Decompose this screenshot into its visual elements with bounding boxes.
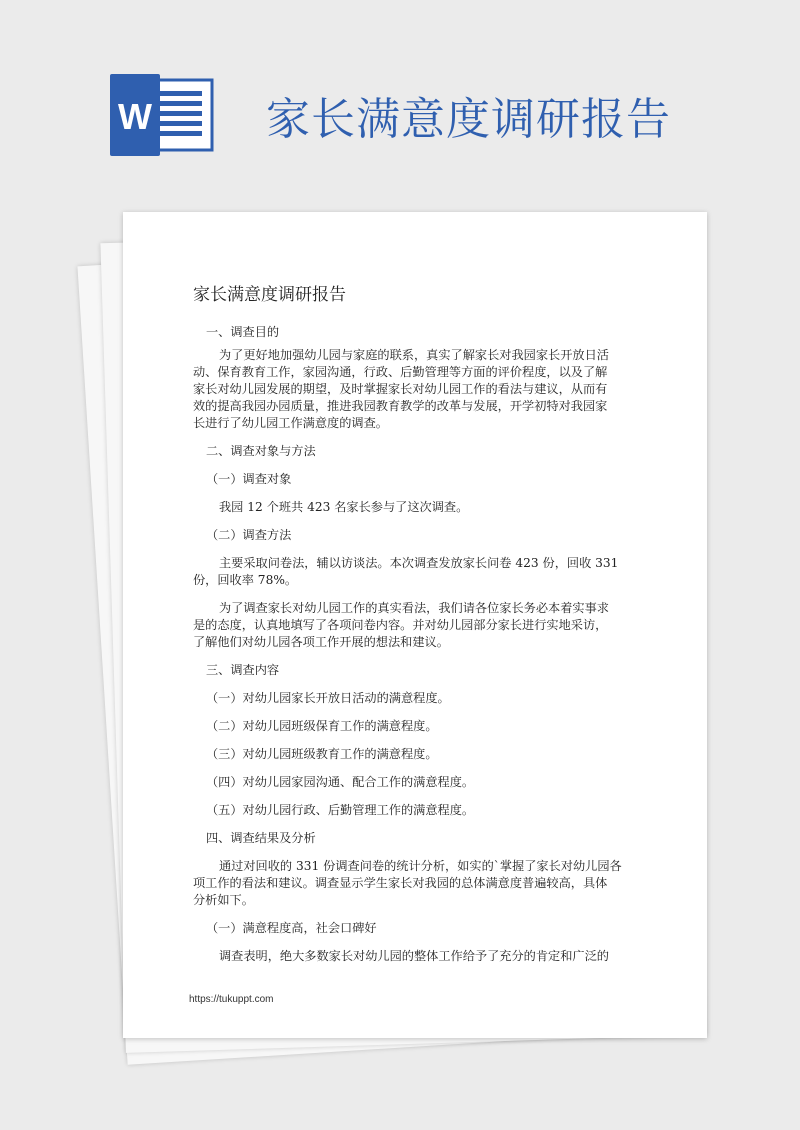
section-heading-results: 四、调查结果及分析 — [206, 831, 316, 845]
body-line: 项工作的看法和建议。调查显示学生家长对我园的总体满意度普遍较高，具体 — [193, 876, 608, 890]
document-body — [193, 324, 639, 965]
body-line: 为了更好地加强幼儿园与家庭的联系，真实了解家长对我园家长开放日活 — [219, 348, 609, 362]
word-document-icon — [110, 74, 214, 156]
subheading-subjects: （一）调查对象 — [206, 472, 292, 486]
section-heading-content: 三、调查内容 — [206, 663, 280, 677]
body-line: 效的提高我园办园质量，推进我园教育教学的改革与发展，开学初特对我园家 — [193, 399, 608, 413]
body-line: 动、保育教育工作，家园沟通，行政、后勤管理等方面的评价程度，以及了解 — [193, 365, 608, 379]
body-line: 我园 12 个班共 423 名家长参与了这次调查。 — [219, 500, 469, 514]
section-heading-purpose: 一、调查目的 — [206, 325, 280, 339]
content-item: （二）对幼儿园班级保育工作的满意程度。 — [206, 719, 438, 733]
body-line: 长进行了幼儿园工作满意度的调查。 — [193, 416, 388, 430]
body-line: 为了调查家长对幼儿园工作的真实看法，我们请各位家长务必本着实事求 — [219, 601, 609, 615]
subheading-methods: （二）调查方法 — [206, 528, 292, 542]
content-item: （三）对幼儿园班级教育工作的满意程度。 — [206, 747, 438, 761]
body-line: 主要采取问卷法，辅以访谈法。本次调查发放家长问卷 423 份，回收 331 — [219, 556, 619, 570]
body-line: 家长对幼儿园发展的期望，及时掌握家长对幼儿园工作的看法与建议，从而有 — [193, 382, 608, 396]
content-item: （一）对幼儿园家长开放日活动的满意程度。 — [206, 691, 450, 705]
body-line: 份，回收率 78%。 — [193, 573, 298, 587]
banner-title: 家长满意度调研报告 — [266, 94, 671, 145]
body-line: 分析如下。 — [193, 893, 254, 907]
document-title: 家长满意度调研报告 — [193, 285, 346, 305]
body-line: 调查表明，绝大多数家长对幼儿园的整体工作给予了充分的肯定和广泛的 — [219, 949, 609, 963]
word-logo-letter: W — [118, 96, 152, 137]
content-item: （五）对幼儿园行政、后勤管理工作的满意程度。 — [206, 803, 475, 817]
source-url: https://tukuppt.com — [189, 994, 274, 1005]
body-line: 通过对回收的 331 份调查问卷的统计分析，如实的`掌握了家长对幼儿园各 — [219, 859, 622, 873]
content-item: （四）对幼儿园家园沟通、配合工作的满意程度。 — [206, 775, 475, 789]
section-heading-subjects-methods: 二、调查对象与方法 — [206, 444, 316, 458]
subheading-satisfaction: （一）满意程度高，社会口碑好 — [206, 921, 377, 935]
body-line: 是的态度，认真地填写了各项问卷内容。并对幼儿园部分家长进行实地采访， — [193, 618, 608, 632]
body-line: 了解他们对幼儿园各项工作开展的想法和建议。 — [193, 635, 449, 649]
document-page — [123, 212, 707, 1038]
